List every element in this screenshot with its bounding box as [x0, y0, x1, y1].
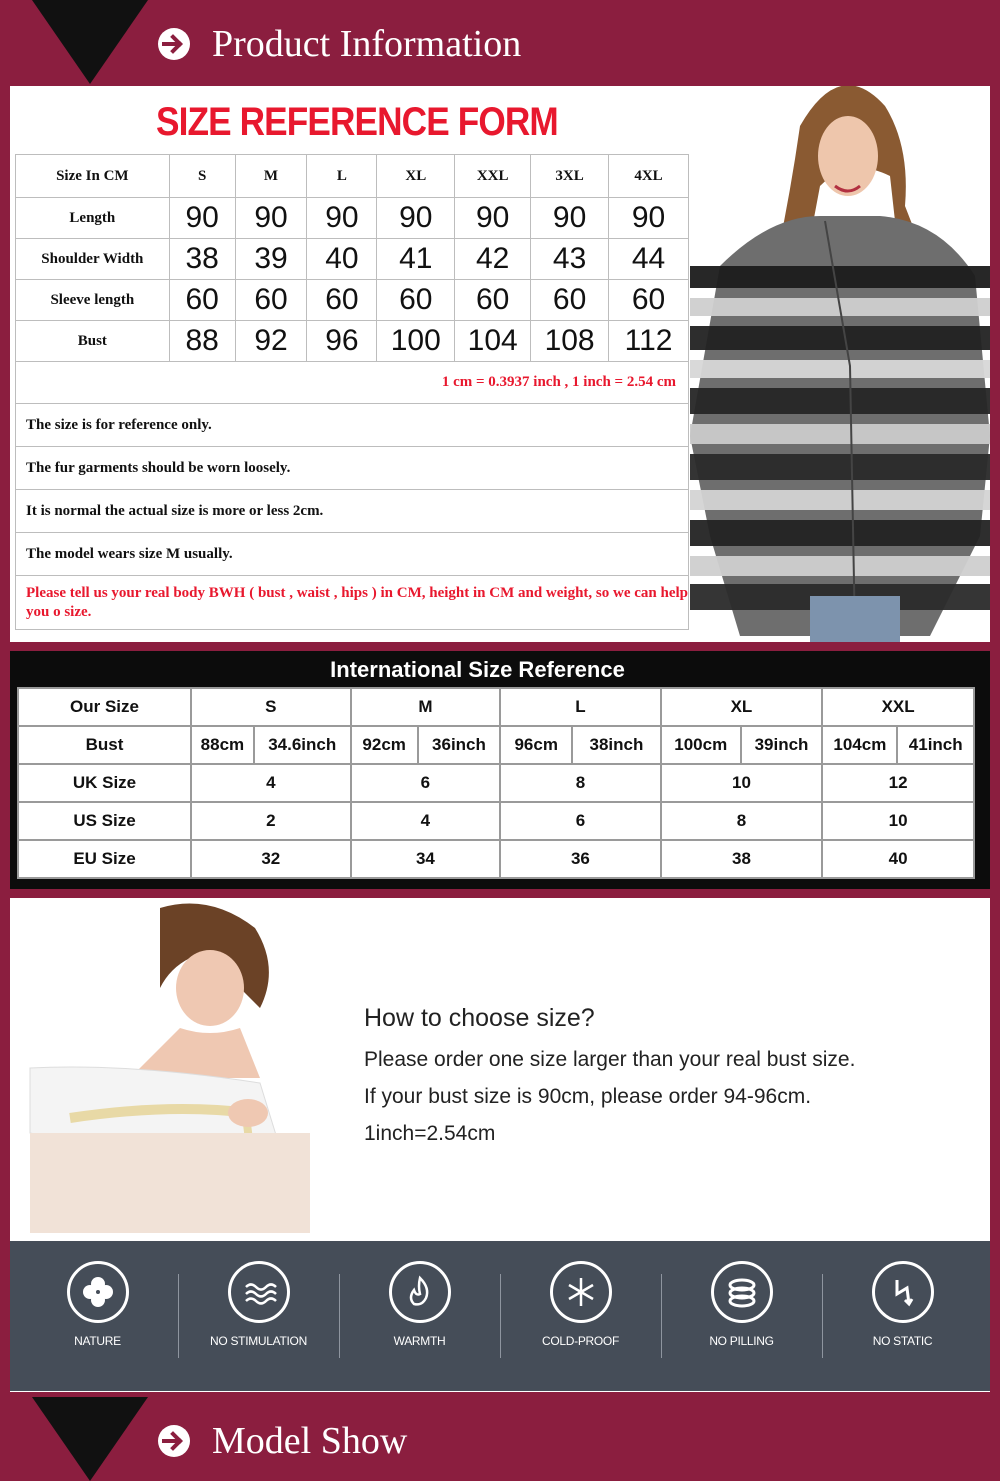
table-cell: 92 — [235, 321, 307, 362]
table-cell: 40 — [307, 239, 377, 280]
banner-triangle — [32, 1397, 148, 1481]
snowflake-icon — [550, 1261, 612, 1323]
table-row — [16, 280, 689, 321]
table-cell: 96 — [307, 321, 377, 362]
table-row — [16, 198, 689, 239]
table-cell: 36 — [500, 840, 661, 878]
size-header: XXL — [822, 688, 974, 726]
divider — [500, 1274, 501, 1358]
table-cell: 60 — [455, 280, 531, 321]
table-cell: 112 — [609, 321, 689, 362]
table-cell: 90 — [235, 198, 307, 239]
international-size-title: International Size Reference — [330, 657, 625, 682]
note-text: The model wears size M usually. — [16, 533, 689, 576]
table-cell: 100cm — [661, 726, 741, 764]
table-cell: 36inch — [418, 726, 500, 764]
table-cell: 92cm — [351, 726, 418, 764]
note-row — [16, 576, 689, 630]
divider — [339, 1274, 340, 1358]
table-cell: 38inch — [572, 726, 660, 764]
header-cell: L — [307, 155, 377, 198]
table-row — [18, 764, 974, 802]
table-cell: 40 — [822, 840, 974, 878]
table-cell: 38 — [169, 239, 235, 280]
size-header: L — [500, 688, 661, 726]
bottom-banner — [0, 1397, 1000, 1481]
feature-label: NO STATIC — [872, 1334, 933, 1348]
note-row — [16, 533, 689, 576]
table-cell: 41inch — [897, 726, 974, 764]
banner-title: Model Show — [212, 1420, 408, 1462]
waves-icon — [228, 1261, 290, 1323]
table-header-row — [16, 155, 689, 198]
table-cell: 104cm — [822, 726, 897, 764]
table-cell: 90 — [455, 198, 531, 239]
header-cell: 3XL — [531, 155, 609, 198]
row-label: UK Size — [18, 764, 191, 802]
feature-label: NATURE — [74, 1334, 121, 1348]
size-header: XL — [661, 688, 823, 726]
divider — [178, 1274, 179, 1358]
table-cell: 2 — [191, 802, 351, 840]
table-cell: 90 — [377, 198, 455, 239]
table-cell: 41 — [377, 239, 455, 280]
size-reference-section — [10, 86, 990, 642]
lightning-icon — [872, 1261, 934, 1323]
note-row — [16, 404, 689, 447]
how-to-choose-line: 1inch=2.54cm — [364, 1122, 496, 1145]
table-cell: 10 — [822, 802, 974, 840]
row-label: Sleeve length — [16, 280, 170, 321]
table-cell: 88cm — [191, 726, 254, 764]
table-cell: 60 — [307, 280, 377, 321]
table-cell: 88 — [169, 321, 235, 362]
row-label: Shoulder Width — [16, 239, 170, 280]
coil-icon — [711, 1261, 773, 1323]
model-photo — [680, 86, 990, 642]
table-cell: 90 — [307, 198, 377, 239]
how-to-choose-line: If your bust size is 90cm, please order 94-96cm. — [364, 1085, 812, 1108]
table-cell: 8 — [661, 802, 823, 840]
row-label: EU Size — [18, 840, 191, 878]
conversion-note: 1 cm = 0.3937 inch , 1 inch = 2.54 cm — [16, 362, 689, 404]
flame-icon — [389, 1261, 451, 1323]
size-reference-table — [15, 154, 689, 630]
table-cell: 96cm — [500, 726, 572, 764]
feature-label: NO PILLING — [709, 1334, 774, 1348]
table-cell: 32 — [191, 840, 351, 878]
size-header: M — [351, 688, 501, 726]
table-cell: 108 — [531, 321, 609, 362]
note-text: The size is for reference only. — [16, 404, 689, 447]
feature-label: NO STIMULATION — [210, 1334, 307, 1348]
feature-no-pilling — [667, 1261, 817, 1371]
table-cell: 12 — [822, 764, 974, 802]
header-cell: M — [235, 155, 307, 198]
body-measurement-request: Please tell us your real body BWH ( bust , waist , hips ) in CM, height in CM and weight, so we can help you o size. — [16, 576, 689, 630]
header-cell: XL — [377, 155, 455, 198]
table-row — [18, 840, 974, 878]
table-cell: 6 — [500, 802, 661, 840]
measuring-woman-photo — [10, 898, 320, 1238]
table-row — [18, 802, 974, 840]
feature-bar — [10, 1241, 990, 1391]
table-row — [16, 321, 689, 362]
table-cell: 39inch — [741, 726, 822, 764]
table-cell: 43 — [531, 239, 609, 280]
feature-label: WARMTH — [393, 1334, 446, 1348]
international-size-table — [17, 687, 975, 879]
note-text: It is normal the actual size is more or less 2cm. — [16, 490, 689, 533]
table-cell: 42 — [455, 239, 531, 280]
banner-triangle — [32, 0, 148, 84]
feature-cold-proof — [506, 1261, 656, 1371]
table-cell: 4 — [351, 802, 501, 840]
note-row — [16, 490, 689, 533]
table-row — [16, 239, 689, 280]
table-cell: 60 — [235, 280, 307, 321]
table-cell: 6 — [351, 764, 501, 802]
table-cell: 90 — [609, 198, 689, 239]
table-cell: 10 — [661, 764, 823, 802]
feature-no-static — [828, 1261, 978, 1371]
feature-label: COLD-PROOF — [541, 1334, 619, 1348]
note-text: The fur garments should be worn loosely. — [16, 447, 689, 490]
row-label: Length — [16, 198, 170, 239]
table-cell: 60 — [531, 280, 609, 321]
table-cell: 39 — [235, 239, 307, 280]
feature-nature — [23, 1261, 173, 1371]
feature-no-stimulation — [184, 1261, 334, 1371]
international-size-section — [10, 651, 990, 889]
row-label: Bust — [18, 726, 191, 764]
note-row — [16, 447, 689, 490]
size-header: S — [191, 688, 351, 726]
arrow-right-icon — [158, 1425, 190, 1457]
top-banner — [0, 0, 1000, 84]
how-to-choose-text — [364, 1000, 855, 1152]
table-cell: 44 — [609, 239, 689, 280]
conversion-row — [16, 362, 689, 404]
row-label: US Size — [18, 802, 191, 840]
divider — [661, 1274, 662, 1358]
table-cell: 90 — [531, 198, 609, 239]
divider — [822, 1274, 823, 1358]
table-cell: 60 — [377, 280, 455, 321]
header-cell: S — [169, 155, 235, 198]
clover-icon — [67, 1261, 129, 1323]
header-cell: Size In CM — [16, 155, 170, 198]
size-reference-form-title: SIZE REFERENCE FORM — [156, 100, 558, 144]
how-to-choose-section — [10, 898, 990, 1392]
header-cell: XXL — [455, 155, 531, 198]
header-cell: 4XL — [609, 155, 689, 198]
table-cell: 90 — [169, 198, 235, 239]
how-to-choose-question: How to choose size? — [364, 1004, 595, 1032]
table-cell: 4 — [191, 764, 351, 802]
row-label: Our Size — [18, 688, 191, 726]
table-cell: 8 — [500, 764, 661, 802]
table-cell: 60 — [609, 280, 689, 321]
table-cell: 34 — [351, 840, 501, 878]
row-label: Bust — [16, 321, 170, 362]
table-header-row — [18, 688, 974, 726]
table-cell: 100 — [377, 321, 455, 362]
table-cell: 34.6inch — [254, 726, 351, 764]
table-cell: 60 — [169, 280, 235, 321]
arrow-right-icon — [158, 28, 190, 60]
table-cell: 38 — [661, 840, 823, 878]
feature-warmth — [345, 1261, 495, 1371]
banner-title: Product Information — [212, 23, 522, 65]
table-row — [18, 726, 974, 764]
table-cell: 104 — [455, 321, 531, 362]
how-to-choose-line: Please order one size larger than your real bust size. — [364, 1048, 856, 1071]
